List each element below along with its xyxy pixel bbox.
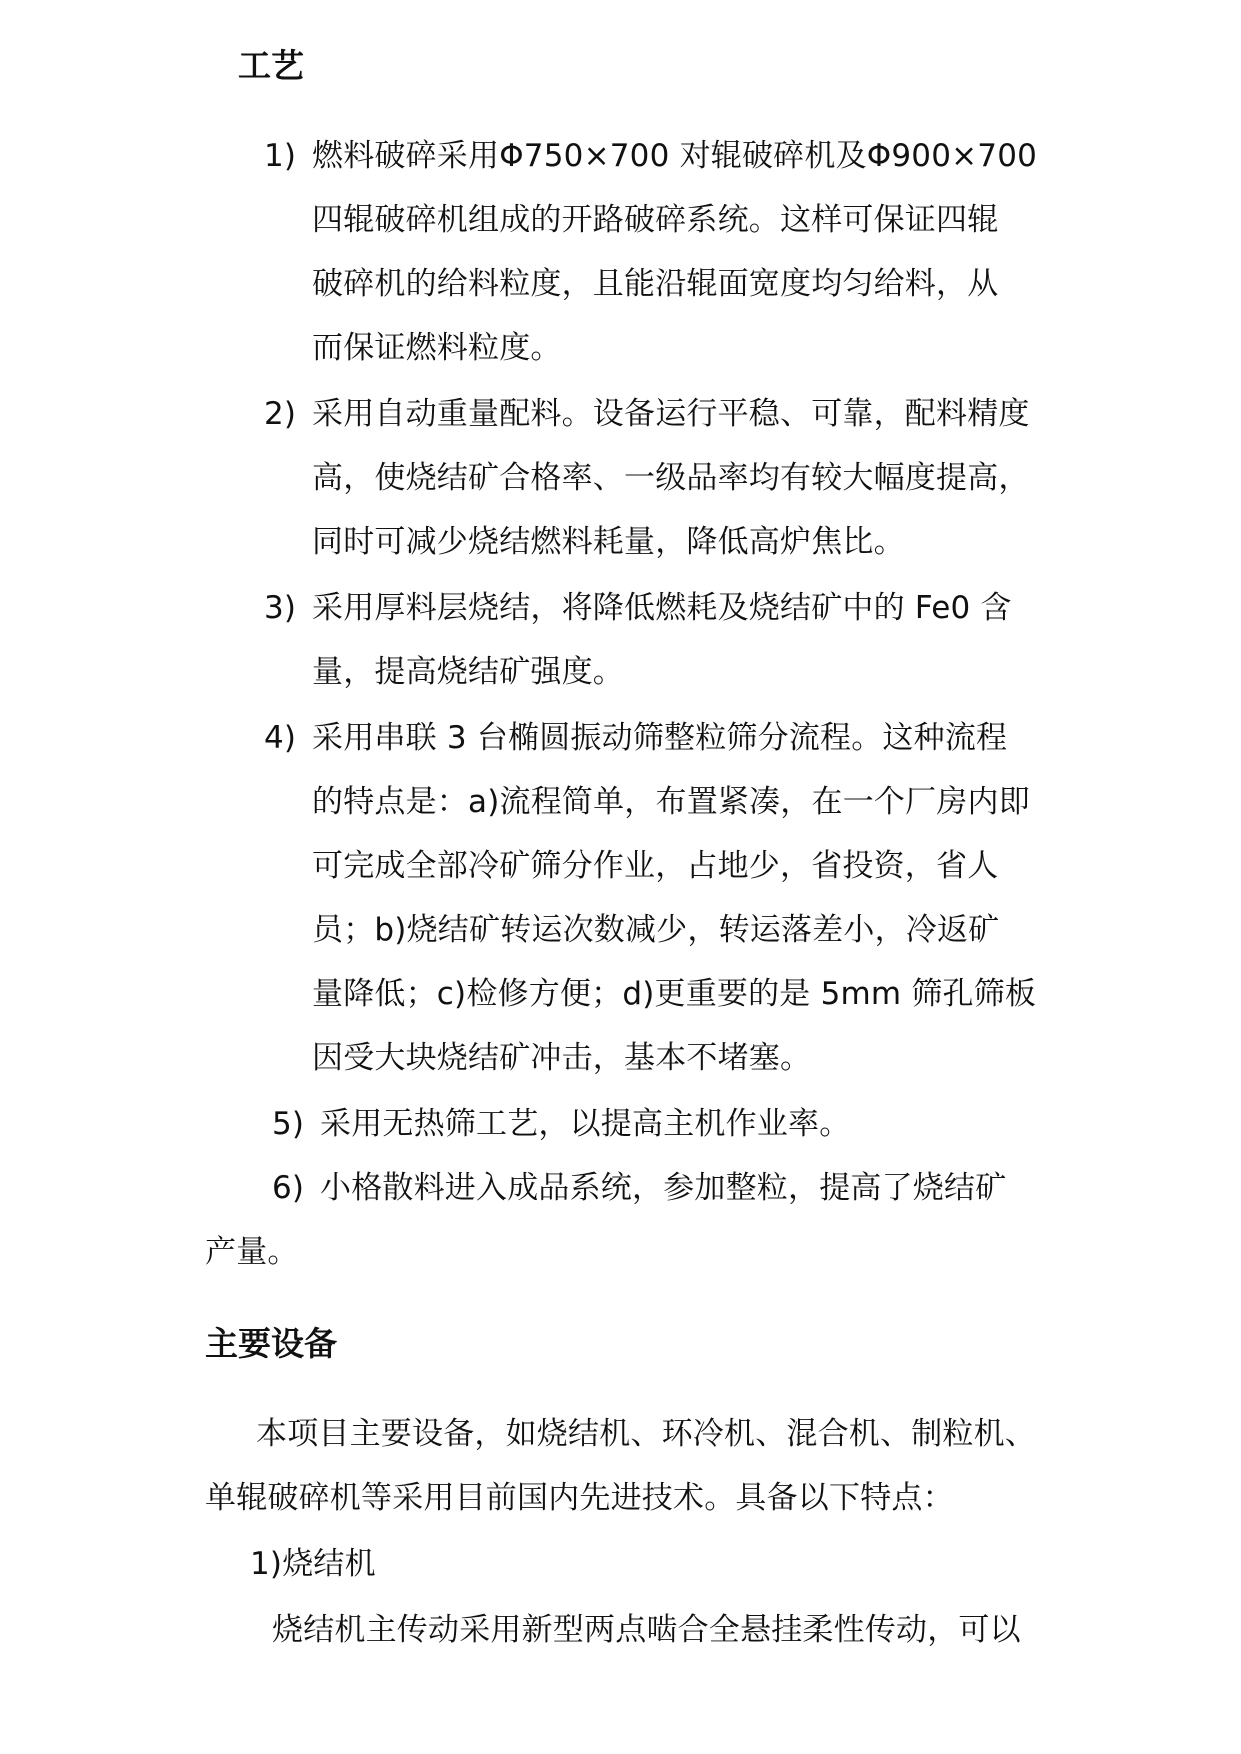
list-item-line: 量，提高烧结矿强度。 [312,654,624,690]
list-item-number: 1) [264,138,297,174]
list-item-line: 四辊破碎机组成的开路破碎系统。这样可保证四辊 [312,202,999,238]
list-item-line: 因受大块烧结矿冲击，基本不堵塞。 [312,1040,812,1076]
list-item-line: 燃料破碎采用Φ750×700 对辊破碎机及Φ900×700 [312,138,1038,174]
sub-heading-sinter-machine: 1)烧结机 [250,1546,376,1582]
section-heading-process: 工艺 [238,46,304,85]
list-item-number: 6) [272,1170,305,1206]
list-item-line: 破碎机的给料粒度，且能沿辊面宽度均匀给料，从 [312,266,999,302]
list-item-number: 5) [272,1106,305,1142]
paragraph-line: 本项目主要设备，如烧结机、环冷机、混合机、制粒机、 [256,1416,1036,1452]
paragraph-line: 烧结机主传动采用新型两点啮合全悬挂柔性传动，可以 [272,1612,1021,1648]
list-item-line: 量降低；c)检修方便；d)更重要的是 5mm 筛孔筛板 [312,976,1037,1012]
list-item-line: 采用厚料层烧结，将降低燃耗及烧结矿中的 Fe0 含 [312,590,1012,626]
section-heading-equipment: 主要设备 [205,1324,337,1363]
list-item-line: 的特点是：a)流程简单，布置紧凑，在一个厂房内即 [312,784,1030,820]
list-item-line: 小格散料进入成品系统，参加整粒，提高了烧结矿 [320,1170,1007,1206]
list-item-line: 采用无热筛工艺，以提高主机作业率。 [320,1106,851,1142]
list-item-line: 员；b)烧结矿转运次数减少，转运落差小，冷返矿 [312,912,1000,948]
list-item-line: 高，使烧结矿合格率、一级品率均有较大幅度提高， [312,460,1030,496]
list-item-line: 同时可减少烧结燃料耗量，降低高炉焦比。 [312,524,905,560]
list-item-line: 采用串联 3 台椭圆振动筛整粒筛分流程。这种流程 [312,720,1008,756]
list-item-number: 2) [264,396,297,432]
list-item-line: 产量。 [205,1234,299,1270]
list-item-line: 可完成全部冷矿筛分作业，占地少，省投资，省人 [312,848,999,884]
list-item-number: 3) [264,590,297,626]
paragraph-line: 单辊破碎机等采用目前国内先进技术。具备以下特点： [205,1480,954,1516]
list-item-line: 而保证燃料粒度。 [312,330,562,366]
list-item-number: 4) [264,720,297,756]
list-item-line: 采用自动重量配料。设备运行平稳、可靠，配料精度 [312,396,1030,432]
